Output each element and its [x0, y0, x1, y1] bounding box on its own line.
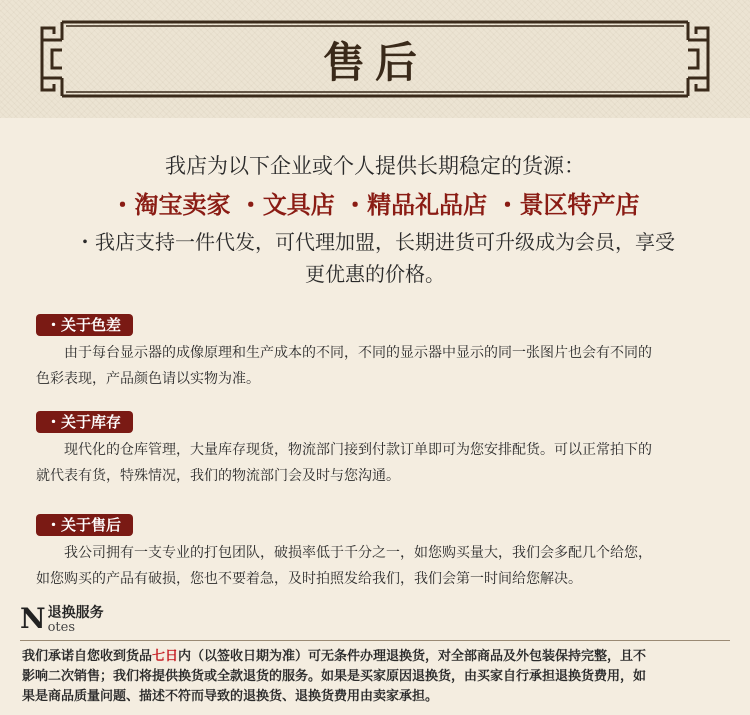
section-line: 由于每台显示器的成像原理和生产成本的不同，不同的显示器中显示的同一张图片也会有不同的 [64, 345, 652, 361]
section-body-after-sales [36, 540, 726, 592]
notes-divider [20, 640, 730, 641]
section-tag-color-difference: ・关于色差 [36, 314, 133, 336]
notes-line-1 [22, 647, 732, 667]
section-line: 如您购买的产品有破损，您也不要着急，及时拍照发给我们，我们会第一时间给您解决。 [36, 571, 582, 587]
notes-body [22, 647, 732, 707]
section-line: 就代表有货，特殊情况，我们的物流部门会及时与您沟通。 [36, 468, 400, 484]
section-body-inventory [36, 437, 726, 489]
notes-line-3: 果是商品质量问题、描述不符而导致的退换货、退换货费用由卖家承担。 [22, 689, 439, 704]
section-line: 现代化的仓库管理，大量库存现货，物流部门接到付款订单即可为您安排配货。可以正常拍下的 [64, 442, 652, 458]
section-tag-inventory: ・关于库存 [36, 411, 133, 433]
section-tag-after-sales: ・关于售后 [36, 514, 133, 536]
section-line: 色彩表现，产品颜色请以实物为准。 [36, 371, 260, 387]
section-line: 我公司拥有一支专业的打包团队，破损率低于千分之一，如您购买量大，我们会多配几个给您， [64, 545, 652, 561]
intro-line-1: 我店为以下企业或个人提供长期稳定的货源： [165, 154, 585, 178]
section-body-color-difference [36, 340, 726, 392]
page-title: 售后 [322, 38, 427, 87]
notes-highlight: 七日 [152, 649, 179, 664]
notes-title-cn: 退换服务 [47, 605, 104, 621]
notes-heading [20, 602, 104, 635]
notes-letter: N [20, 602, 46, 635]
intro-line-3 [0, 226, 750, 290]
notes-text: 内（以签收日期为准）可无条件办理退换货，对全部商品及外包装保持完整，且不 [178, 649, 647, 664]
intro-customer-types: ・淘宝卖家 ・文具店 ・精品礼品店 ・景区特产店 [110, 191, 640, 219]
notes-text: 我们承诺自您收到货品 [22, 649, 153, 664]
notes-title-en: otes [47, 620, 76, 635]
intro-line-3a: ・我店支持一件代发，可代理加盟，长期进货可升级成为会员，享受 [75, 230, 675, 254]
notes-line-2: 影响二次销售；我们将提供换货或全款退货的服务。如果是买家原因退换货，由买家自行承担退换货费用，如 [22, 669, 647, 684]
intro-line-3b: 更优惠的价格。 [305, 262, 445, 286]
